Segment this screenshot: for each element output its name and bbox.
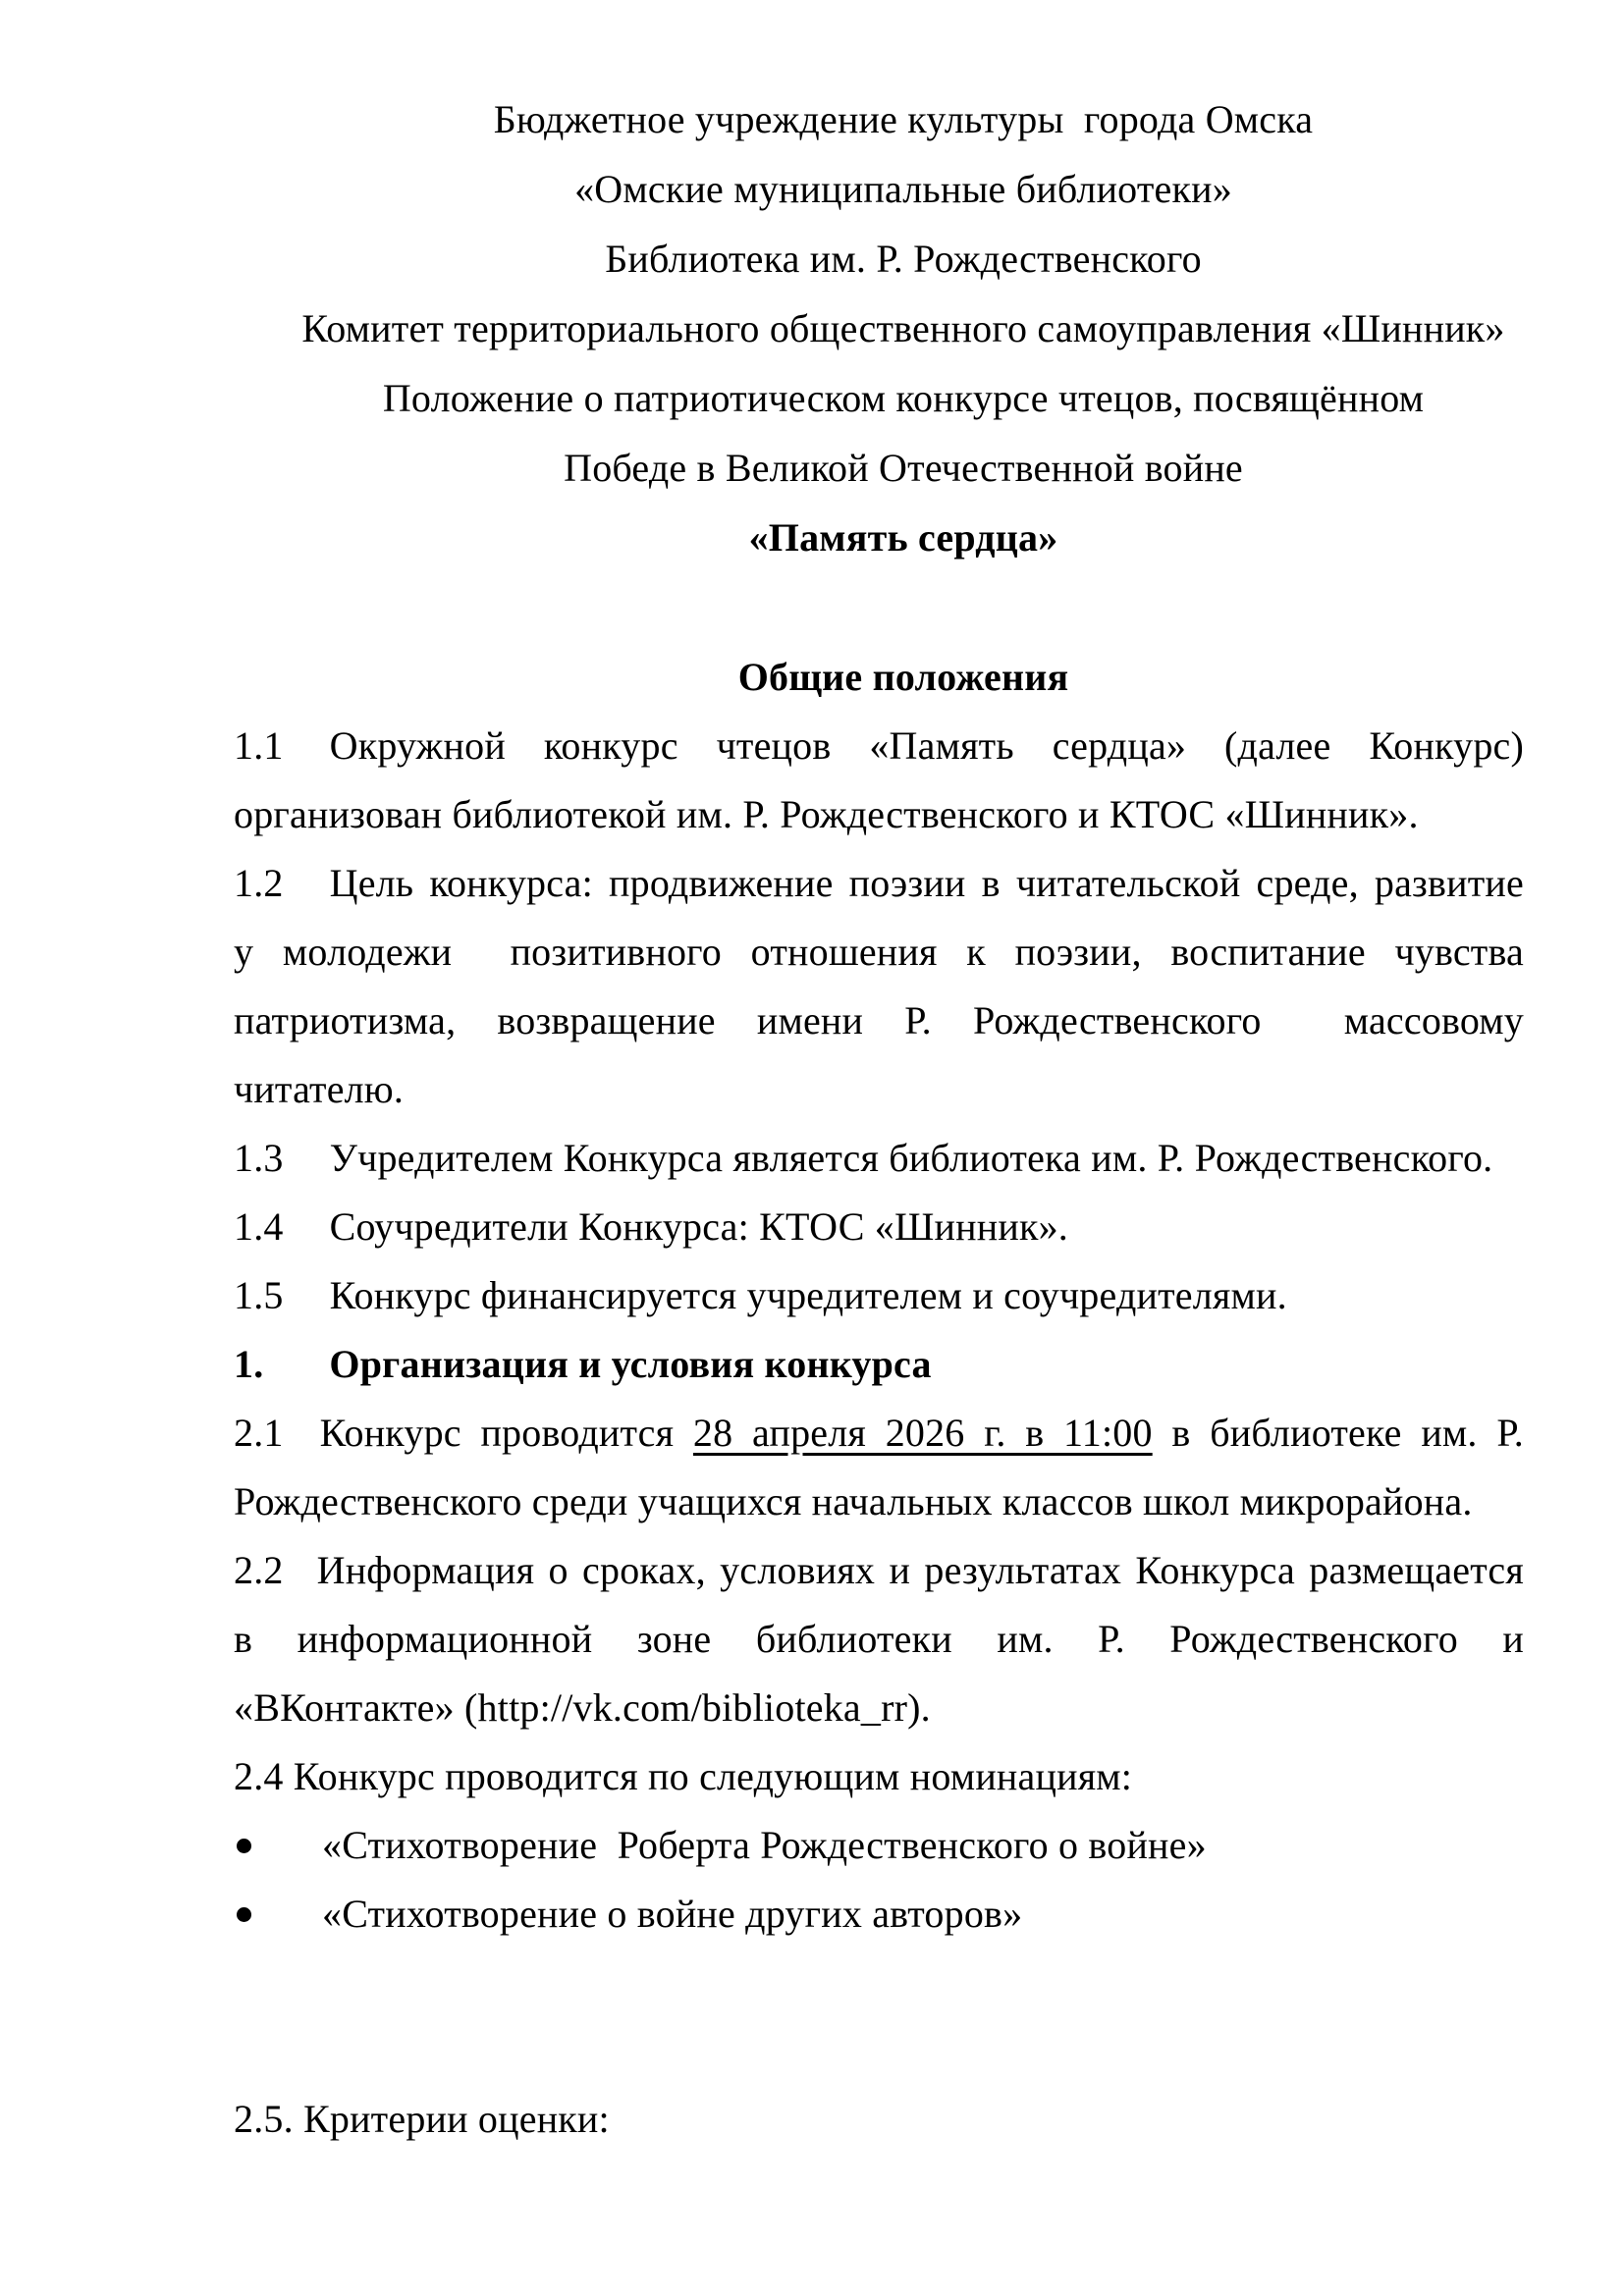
competition-name: «Память сердца» [748, 515, 1058, 560]
clause-1-5-number: 1.5 [234, 1273, 284, 1317]
nomination-2-text: «Стихотворение о войне других авторов» [322, 1892, 1023, 1936]
clause-1-4 [234, 1193, 1524, 1261]
clause-1-2-number: 1.2 [234, 861, 284, 905]
committee-line: Комитет территориального общественного самоуправления «Шинник» [301, 306, 1505, 350]
competition-date-underlined: 28 апреля 2026 г. в 11:00 [692, 1411, 1153, 1455]
library-name-line: Библиотека им. Р. Рождественского [605, 237, 1202, 281]
tab-spacer [284, 1169, 330, 1171]
general-provisions-heading: Общие положения [737, 655, 1069, 699]
section-organization-heading [234, 1330, 1524, 1399]
tab-spacer [284, 1444, 320, 1446]
clause-2-2-line-3: «ВКонтакте» (http://vk.com/biblioteka_rr). [234, 1685, 931, 1730]
clause-2-1-text-prefix: Конкурс проводится [319, 1411, 693, 1455]
document-content [234, 84, 1524, 2154]
clause-2-2-number: 2.2 [234, 1548, 284, 1592]
clause-2-1-line-1 [234, 1399, 1524, 1468]
clause-1-1-line-2: организован библиотекой им. Р. Рождественского и КТОС «Шинник». [234, 792, 1419, 836]
clause-1-4-number: 1.4 [234, 1204, 284, 1249]
blank-line [234, 572, 1524, 642]
doc-title-line-1: Положение о патриотическом конкурсе чтецов, посвящённом [382, 376, 1425, 420]
clause-1-2-text: Цель конкурса: продвижение поэзии в читательской среде, развитие [329, 861, 1524, 905]
clause-2-1-line-2: Рождественского среди учащихся начальных классов школ микрорайона. [234, 1479, 1473, 1523]
clause-2-2-line-2: в информационной зоне библиотеки им. Р. Рождественского и [234, 1617, 1524, 1661]
tab-spacer [284, 1238, 330, 1240]
tab-spacer [284, 757, 330, 759]
clause-1-5 [234, 1261, 1524, 1330]
clause-1-5-text: Конкурс финансируется учредителем и соучредителями. [329, 1273, 1287, 1317]
clause-1-2-line-1 [234, 849, 1524, 918]
nomination-item-1 [234, 1811, 1524, 1880]
section-number: 1. [234, 1342, 264, 1386]
clause-2-2-text: Информация о сроках, условиях и результатах Конкурса размещается [316, 1548, 1524, 1592]
nomination-item-2 [234, 1880, 1524, 1949]
clause-2-1-number: 2.1 [234, 1411, 284, 1455]
doc-title-line-2: Победе в Великой Отечественной войне [564, 446, 1243, 490]
section-heading-text: Организация и условия конкурса [329, 1342, 932, 1386]
clause-1-3-number: 1.3 [234, 1136, 284, 1180]
clause-1-2-line-3: патриотизма, возвращение имени Р. Рождественского массовому [234, 998, 1524, 1042]
clause-2-2-line-1 [234, 1536, 1524, 1605]
clause-1-4-text: Соучредители Конкурса: КТОС «Шинник». [329, 1204, 1068, 1249]
clause-2-4: 2.4 Конкурс проводится по следующим номинациям: [234, 1754, 1133, 1798]
clause-1-1-text: Окружной конкурс чтецов «Память сердца» (далее Конкурс) [329, 723, 1524, 768]
clause-1-2-line-2: у молодежи позитивного отношения к поэзии, воспитание чувства [234, 930, 1524, 974]
bullet-icon [237, 1907, 251, 1922]
clause-1-1-line-1 [234, 712, 1524, 780]
clause-1-1-number: 1.1 [234, 723, 284, 768]
tab-spacer [284, 894, 330, 896]
bullet-icon [237, 1839, 251, 1853]
nomination-1-text: «Стихотворение Роберта Рождественского о войне» [322, 1823, 1207, 1867]
org-name-line-2: «Омские муниципальные библиотеки» [574, 167, 1232, 211]
tab-spacer [263, 1375, 329, 1377]
tab-spacer [284, 1581, 317, 1583]
clause-2-1-text-suffix: в библиотеке им. Р. [1152, 1411, 1525, 1455]
clause-2-5: 2.5. Критерии оценки: [234, 2097, 610, 2141]
org-name-line-1: Бюджетное учреждение культуры города Омска [493, 97, 1314, 141]
clause-1-3-text: Учредителем Конкурса является библиотека им. Р. Рождественского. [329, 1136, 1493, 1180]
clause-1-2-line-4: читателю. [234, 1067, 405, 1111]
tab-spacer [284, 1307, 330, 1308]
clause-1-3 [234, 1124, 1524, 1193]
